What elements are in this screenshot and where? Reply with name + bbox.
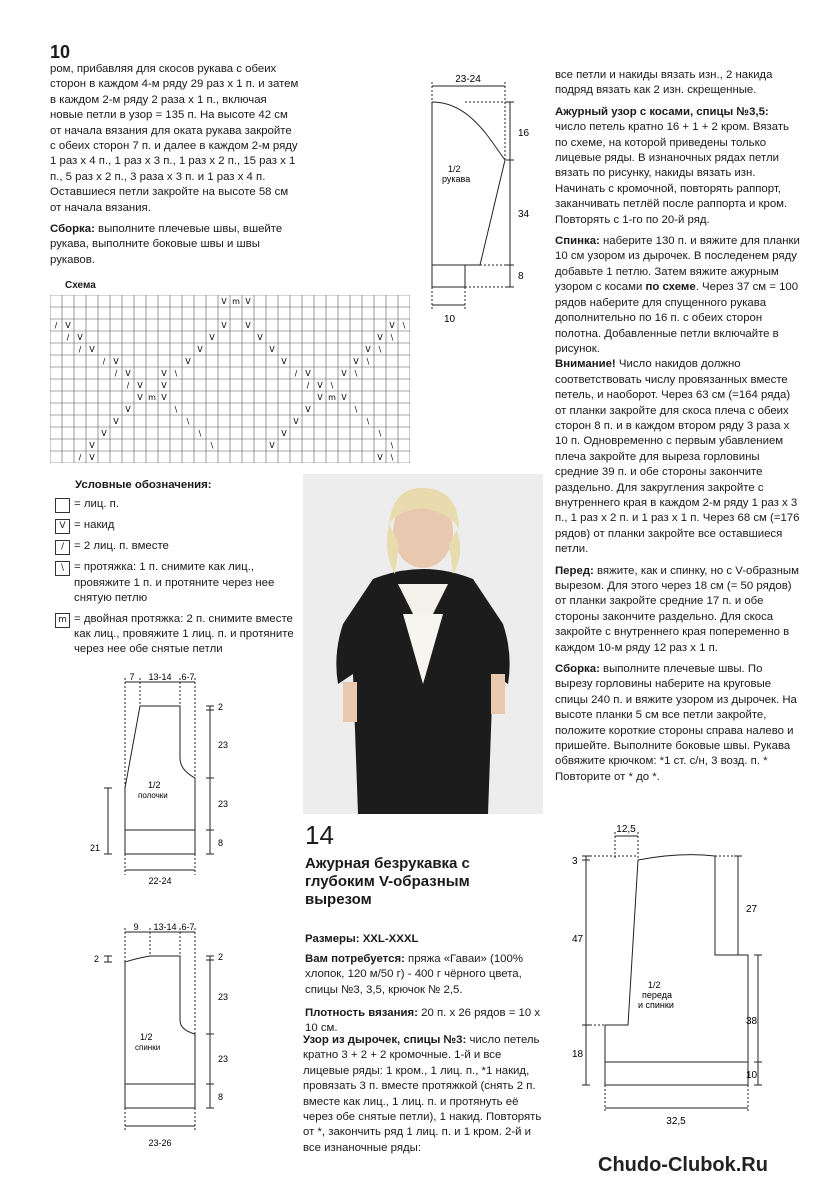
stitch-symbol: / (78, 345, 82, 354)
stitch-symbol: V (209, 333, 215, 342)
sleeve-top-dim: 23-24 (455, 74, 481, 85)
sleeve-label-fraction: 1/2 (448, 164, 461, 174)
stitch-symbol: V (305, 405, 311, 414)
stitch-symbol: V (365, 345, 371, 354)
assembly-label: Сборка: (50, 223, 95, 236)
legend-item-double-decrease (55, 612, 300, 658)
legend-text: = протяжка: 1 п. снимите как лиц., провяжите 1 п. и протяните через нее снятую петлю (74, 561, 275, 605)
model-photo-illustration (303, 474, 543, 814)
left-column-text (50, 62, 300, 274)
stitch-symbol: / (66, 333, 70, 342)
vest-outline (605, 855, 748, 1085)
stitch-symbol: V (65, 321, 71, 330)
vest-bottom-dim: 32,5 (666, 1116, 686, 1127)
front-label-name: полочки (138, 791, 168, 800)
back-label-fraction: 1/2 (140, 1032, 153, 1042)
stitch-symbol: V (245, 297, 251, 306)
gauge-text: 20 п. х 26 рядов = 10 х 10 см. (305, 1007, 541, 1035)
stitch-symbol: V (185, 357, 191, 366)
front-dim-21: 21 (90, 843, 101, 853)
model-photo (303, 474, 543, 814)
stitch-symbol: V (197, 345, 203, 354)
stitch-symbol: V (77, 333, 83, 342)
stitch-symbol: V (113, 417, 119, 426)
stitch-symbol: \ (174, 405, 178, 414)
front-top-dim-3: 6-7 (181, 672, 195, 682)
stitch-symbol: V (245, 321, 251, 330)
stitch-symbol: V (89, 441, 95, 450)
stitch-symbol: V (281, 429, 287, 438)
stitch-symbol: / (114, 369, 118, 378)
cable-pattern-paragraph (555, 105, 800, 228)
vest-top-dim: 12,5 (616, 824, 636, 835)
attention-label: Внимание! (555, 358, 616, 371)
sleeve-label-name: рукава (442, 174, 471, 184)
stitch-symbol: V (353, 357, 359, 366)
stitch-symbol: \ (354, 369, 358, 378)
stitch-symbol: V (293, 417, 299, 426)
back-label: Спинка: (555, 235, 600, 248)
front-top-dim-2: 13-14 (148, 672, 172, 682)
stitch-symbol: V (269, 345, 275, 354)
materials-label: Вам потребуется: (305, 953, 405, 965)
double-decrease-symbol: m (55, 613, 70, 628)
stitch-symbol: / (126, 381, 130, 390)
assembly-paragraph (50, 222, 300, 268)
eyelet-pattern (303, 1033, 543, 1156)
stitch-symbol: V (341, 393, 347, 402)
stitch-symbol: V (377, 453, 383, 462)
stitch-symbol: V (389, 321, 395, 330)
back-dim-23b: 23 (218, 1054, 229, 1064)
stitch-symbol: V (221, 321, 227, 330)
materials (305, 952, 545, 998)
legend-text: = 2 лиц. п. вместе (74, 540, 169, 553)
stitch-symbol: \ (390, 453, 394, 462)
legend-item-ssk (55, 560, 300, 606)
stitch-symbol: \ (354, 405, 358, 414)
legend-text: = двойная протяжка: 2 п. снимите вместе как лиц., провяжите 1 лиц. п. и протяните через нее обе снятые петли (74, 612, 294, 656)
legend-text: = накид (74, 519, 115, 532)
sleeve-instructions: ром, прибавляя для скосов рукава с обеих сторон в каждом 4-м ряду 29 раз х 1 п. и затем в каждом 2-м ряду 2 раза х 1 п., включая новые петли в узор = 135 п. На высоте 42 см от начала вязания для оката рукава закройте с обеих сторон 7 п. и далее в каждом 2-м ряду 1 раз х 4 п., 1 раз х 3 п., 1 раз х 2 п., 15 раз х 1 п., 5 раз х 2 п., 3 раза х 3 п. и 1 раз х 4 п. Оставшиеся петли закройте на высоте 58 см от начала вязания. (50, 63, 299, 214)
assembly-text: выполните плечевые швы, вшейте рукава, выполните боковые швы и швы рукавов. (50, 223, 283, 266)
vest-dim-10: 10 (746, 1070, 758, 1081)
stitch-symbol: V (377, 333, 383, 342)
cable-text: число петель кратно 16 + 1 + 2 кром. Вязать по схеме, на которой приведены только лицевые ряды. В изнаночных рядах петли вязать по рисунку, накиды вязать изн. Начинать с кромочной, повторять раппорт, заканчивать петлёй после раппорта и кром. Повторять с 1-го по 20-й ряд. (555, 121, 789, 226)
stitch-symbol: \ (210, 441, 214, 450)
front-label-fraction: 1/2 (148, 780, 161, 790)
vest-dim-27: 27 (746, 904, 758, 915)
stitch-symbol: \ (402, 321, 406, 330)
stitch-symbol: V (305, 369, 311, 378)
stitch-symbol: V (341, 369, 347, 378)
back-bold: по схеме (645, 281, 696, 294)
stitch-symbol: V (269, 441, 275, 450)
vest-diagram (570, 820, 770, 1150)
vest-label-front: переда (642, 990, 672, 1000)
front-text: вяжите, как и спинку, но с V-образным вырезом. Для этого через 18 см (= 50 рядов) от планки закройте средние 17 п. и обе стороны закончите раздельно. Для скоса закройте с внутреннего края попеременно в каждом 10-м ряду 12 раз х 1 п. (555, 564, 799, 654)
stitch-symbol: \ (366, 357, 370, 366)
stitch-symbol: m (328, 393, 336, 402)
stitch-symbol: V (161, 369, 167, 378)
stitch-symbol: V (257, 333, 263, 342)
vest-label-fraction: 1/2 (648, 980, 661, 990)
assembly2-label: Сборка: (555, 663, 600, 676)
sleeve-bottom-dim: 10 (444, 314, 456, 325)
front-dim-8: 8 (218, 838, 224, 848)
stitch-symbol: V (317, 381, 323, 390)
stitch-chart (50, 295, 410, 463)
back-dim-left-2: 2 (94, 954, 100, 964)
attention-text: Число накидов должно соответствовать числу провязанных вместе петель, и наоборот. Через 63 см (=164 ряда) от планки закройте для скоса плеча с обеих сторон 8 п. и в каждом втором ряду 3 раза х 10 п. Одновременно с первым убавлением плеча закройте для выреза горловины средние 39 п. и обе стороны закончите раздельно. Для закругления закройте с внутреннего края в каждом 2-м ряду 1 раз х 3 п., 1 раз х 2 п. и 1 раз х 1 п. Через 68 см (=176 рядов) от планки закройте все оставшиеся петли. (555, 358, 800, 556)
page-number: 10 (50, 42, 71, 62)
back-top-dim-1: 9 (133, 922, 139, 932)
legend-item-k2tog (55, 539, 300, 555)
stitch-symbol: V (221, 297, 227, 306)
front-paragraph (555, 564, 800, 656)
eyelet-text: число петель кратно 3 + 2 + 2 кромочные. 1-й и все лицевые ряды: 1 кром., 1 лиц. п., *1 накид, провязать 3 п. вместе протяжкой (снять 2 п. вместе как лиц., 1 лиц. п. и протянуть её через обе снятые петли), 1 накид. Повторять от *, закончить ряд 1 лиц. п. и 1 кром. 2-й и все изнаночные ряды: (303, 1034, 542, 1154)
vest-dim-18: 18 (572, 1049, 584, 1060)
back-outline (125, 956, 195, 1108)
stitch-symbol: V (161, 393, 167, 402)
cable-label: Ажурный узор с косами, спицы №3,5: (555, 105, 769, 118)
stitch-symbol: V (161, 381, 167, 390)
front-dim-23b: 23 (218, 799, 229, 809)
sleeve-diagram (420, 70, 540, 330)
stitch-symbol: \ (186, 417, 190, 426)
stitch-symbol: \ (378, 345, 382, 354)
model-title: Ажурная безрукавка с глубоким V-образным вырезом (305, 855, 470, 908)
back-dim-23a: 23 (218, 992, 229, 1002)
stitch-symbol: V (101, 429, 107, 438)
stitch-symbol: / (294, 369, 298, 378)
back-label-name: спинки (135, 1043, 161, 1052)
back-paragraph (555, 234, 800, 357)
yarn-over-symbol: V (55, 519, 70, 534)
sleeve-dim-16: 16 (518, 128, 530, 139)
eyelet-label: Узор из дырочек, спицы №3: (303, 1034, 467, 1046)
schema-title: Схема (65, 280, 96, 291)
stitch-symbol: V (317, 393, 323, 402)
back-top-dim-3: 6-7 (181, 922, 195, 932)
stitch-symbol: V (281, 357, 287, 366)
stitch-symbol: / (102, 357, 106, 366)
back-text-1: наберите 130 п. и вяжите для планки 10 см узором из дырочек. В последенем ряду добавьте 1 петлю. Затем вяжите ажурным узором с косами (555, 235, 800, 294)
stitch-symbol: \ (174, 369, 178, 378)
legend-item-yarn-over (55, 518, 300, 534)
attention-paragraph (555, 357, 800, 557)
front-dim-2: 2 (218, 702, 224, 712)
ssk-symbol: \ (55, 561, 70, 576)
stitch-symbol: V (137, 393, 143, 402)
legend-item-knit (55, 497, 300, 513)
continuation-paragraph: все петли и накиды вязать изн., 2 накида подряд вязать как 2 изн. скрещенные. (555, 69, 773, 97)
front-piece-diagram (80, 670, 240, 920)
back-top-dim-2: 13-14 (153, 922, 177, 932)
knit-symbol (55, 498, 70, 513)
stitch-symbol: / (306, 381, 310, 390)
stitch-symbol: / (78, 453, 82, 462)
stitch-symbol: \ (198, 429, 202, 438)
legend-title: Условные обозначения: (75, 479, 212, 491)
stitch-symbol: V (89, 345, 95, 354)
back-bottom-dim: 23-26 (148, 1138, 172, 1148)
vest-dim-3: 3 (572, 856, 578, 867)
gauge-label: Плотность вязания: (305, 1007, 418, 1019)
stitch-symbol: V (89, 453, 95, 462)
stitch-symbol: / (54, 321, 58, 330)
model-number: 14 (305, 820, 334, 850)
sleeve-dim-8: 8 (518, 271, 524, 282)
stitch-symbol: m (148, 393, 156, 402)
k2tog-symbol: / (55, 540, 70, 555)
stitch-symbol: V (137, 381, 143, 390)
sleeve-dim-34: 34 (518, 209, 530, 220)
vest-label-back: и спинки (638, 1000, 674, 1010)
right-column-text (555, 68, 800, 791)
back-text-2: . Через 37 см = 100 рядов наберите для спущенного рукава дополнительно по 16 п. с обеих сторон полотна. Добавленные петли включайте в рисунок. (555, 281, 799, 355)
assembly2-paragraph (555, 662, 800, 785)
legend (55, 478, 300, 663)
front-top-dim-1: 7 (129, 672, 135, 682)
stitch-symbol: \ (390, 441, 394, 450)
back-piece-diagram (80, 920, 240, 1180)
back-dim-2: 2 (218, 952, 224, 962)
stitch-symbol: \ (366, 417, 370, 426)
vest-dim-38: 38 (746, 1016, 758, 1027)
stitch-symbol: V (125, 369, 131, 378)
vest-dim-47: 47 (572, 934, 584, 945)
stitch-symbol: m (232, 297, 240, 306)
stitch-symbol: \ (378, 429, 382, 438)
stitch-symbol: V (125, 405, 131, 414)
back-dim-8: 8 (218, 1092, 224, 1102)
materials-text: пряжа «Гаваи» (100% хлопок, 120 м/50 г) - 400 г чёрного цвета, спицы №3, 3,5, крючок № 2,5. (305, 953, 523, 996)
watermark: Chudo-Clubok.Ru (598, 1154, 768, 1176)
stitch-symbol: V (113, 357, 119, 366)
sleeve-outline (432, 102, 505, 287)
assembly2-text: выполните плечевые швы. По вырезу горловины наберите на круговые спицы 240 п. и вяжите узором из дырочек. На высоте планки 5 см все петли закройте, положите короткие стороны справа налево и пришейте. Выполните боковые швы. Рукава обвяжите крючком: *1 ст. с/н, 3 возд. п. * Повторите от * до *. (555, 663, 797, 783)
front-dim-23a: 23 (218, 740, 229, 750)
front-bottom-dim: 22-24 (148, 876, 172, 886)
stitch-symbol: \ (330, 381, 334, 390)
sizes: Размеры: XXL-XXXL (305, 933, 419, 945)
stitch-symbol: \ (390, 333, 394, 342)
legend-text: = лиц. п. (74, 498, 120, 511)
front-label: Перед: (555, 564, 594, 577)
